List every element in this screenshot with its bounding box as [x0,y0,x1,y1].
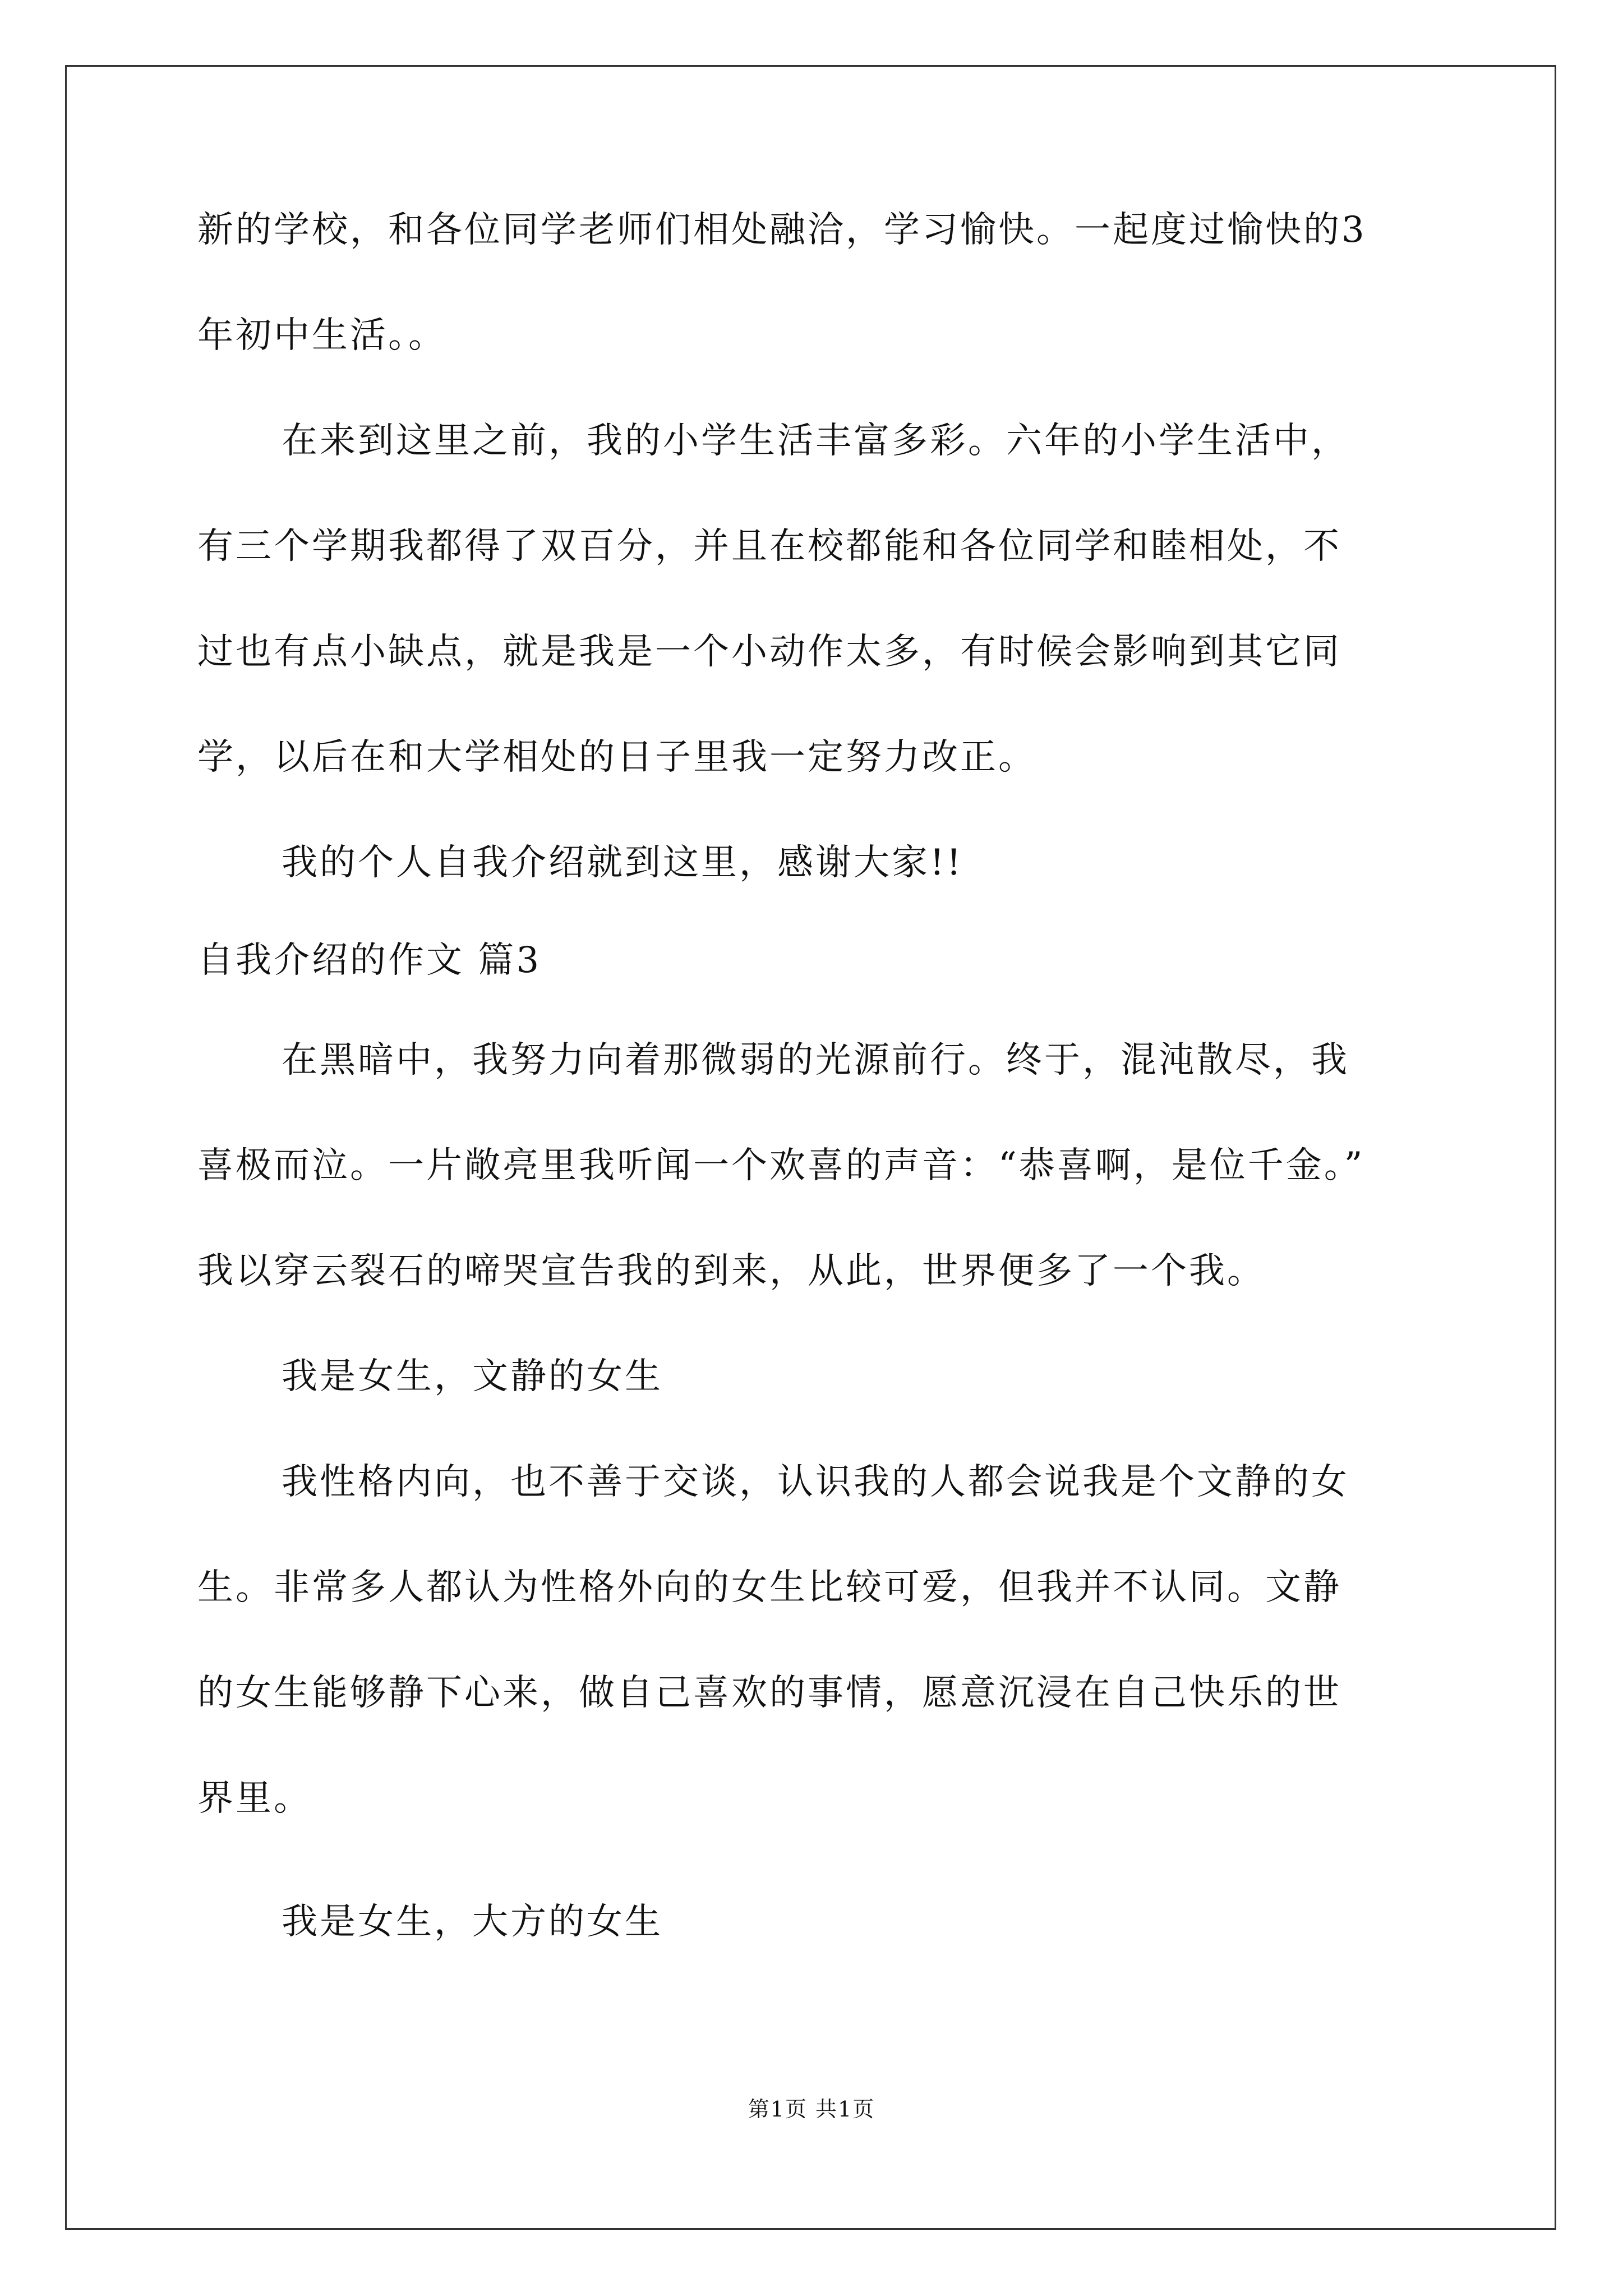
text-line: 我以穿云裂石的啼哭宣告我的到来，从此，世界便多了一个我。 [197,1250,1265,1292]
text-line: 学，以后在和大学相处的日子里我一定努力改正。 [197,737,1036,778]
page-number-footer: 第1页 共1页 [748,2097,875,2122]
paragraph-line: 在黑暗中，我努力向着那微弱的光源前行。终于，混沌散尽，我 [282,1039,1349,1081]
paragraph-line: 我的个人自我介绍就到这里，感谢大家!! [282,842,963,884]
text-line: 生。非常多人都认为性格外向的女生比较可爱，但我并不认同。文静 [197,1567,1341,1608]
paragraph-line: 在来到这里之前，我的小学生活丰富多彩。六年的小学生活中， [282,420,1349,462]
paragraph-line: 我是女生，文静的女生 [282,1356,663,1397]
text-line: 喜极而泣。一片敞亮里我听闻一个欢喜的声音：“恭喜啊，是位千金。” [197,1145,1365,1186]
text-line: 新的学校，和各位同学老师们相处融洽，学习愉快。一起度过愉快的3 [197,209,1367,251]
text-line: 的女生能够静下心来，做自己喜欢的事情，愿意沉浸在自己快乐的世 [197,1672,1341,1714]
text-line: 年初中生活。。 [197,315,446,356]
text-line: 有三个学期我都得了双百分，并且在校都能和各位同学和睦相处，不 [197,526,1341,567]
text-line: 界里。 [197,1778,312,1819]
text-line: 过也有点小缺点，就是我是一个小动作太多，有时候会影响到其它同 [197,631,1341,673]
section-heading: 自我介绍的作文 篇3 [197,940,542,981]
paragraph-line: 我性格内向，也不善于交谈，认识我的人都会说我是个文静的女 [282,1461,1349,1503]
paragraph-line: 我是女生，大方的女生 [282,1901,663,1943]
